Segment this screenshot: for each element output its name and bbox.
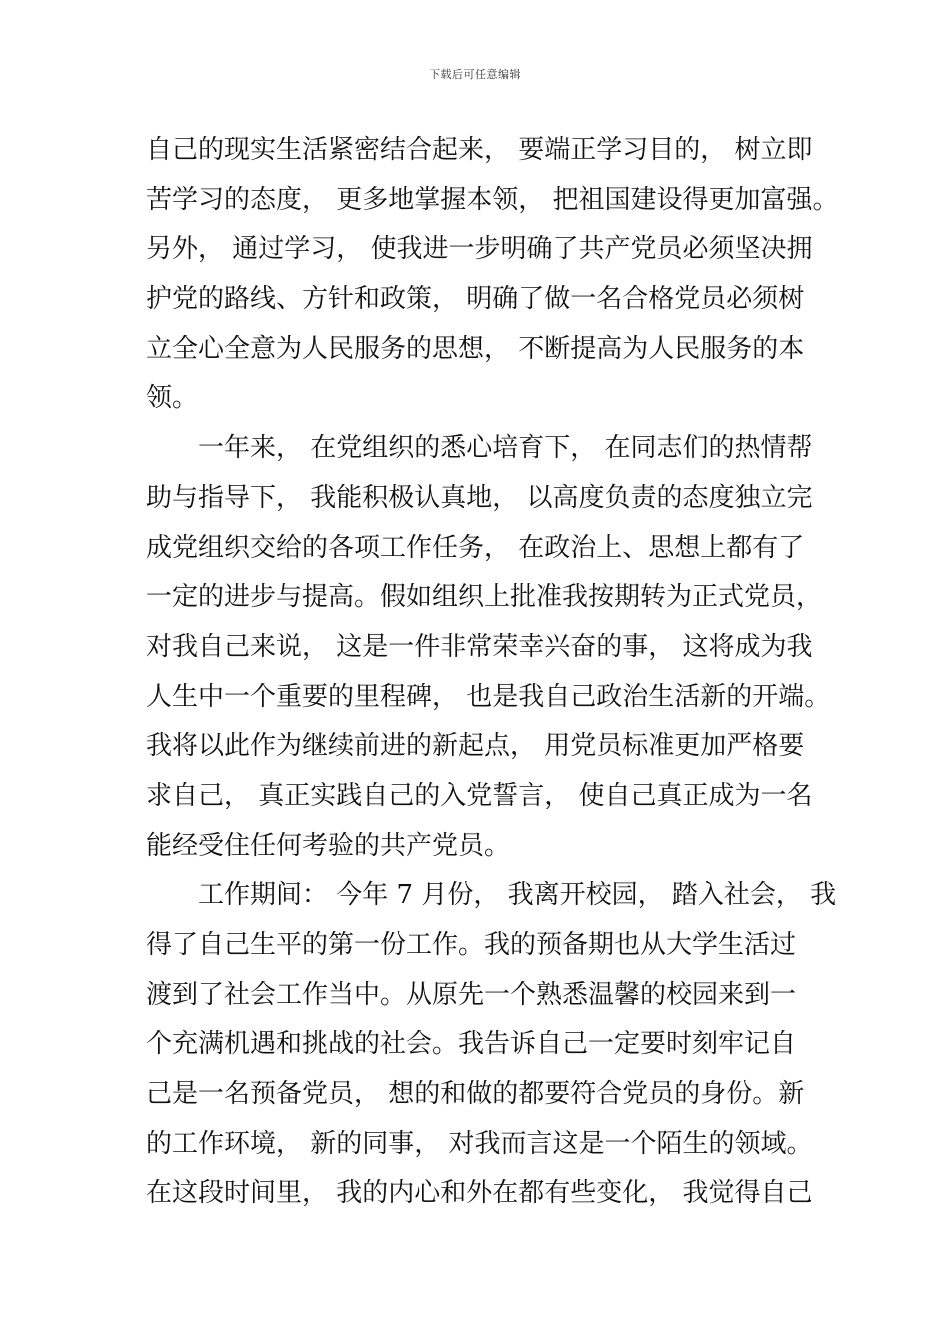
text-line: 的工作环境， 新的同事， 对我而言这是一个陌生的领域。 [146,1128,813,1159]
text-line: 对我自己来说， 这是一件非常荣幸兴奋的事， 这将成为我 [146,631,813,662]
text-line: 能经受住任何考验的共产党员。 [146,830,511,861]
text-line: 得了自己生平的第一份工作。我的预备期也从大学生活过 [146,930,797,960]
text-line: 在这段时间里， 我的内心和外在都有些变化， 我觉得自己 [146,1178,813,1209]
text-line: 一定的进步与提高。假如组织上批准我按期转为正式党员， [146,582,823,613]
text-line: 自己的现实生活紧密结合起来， 要端正学习目的， 树立即 [146,135,813,165]
paragraph-1 [146,126,839,424]
text-line: 个充满机遇和挑战的社会。我告诉自己一定要时刻牢记自 [146,1029,797,1060]
text-line: 助与指导下， 我能积极认真地， 以高度负责的态度独立完 [146,482,813,513]
text-line: 渡到了社会工作当中。从原先一个熟悉温馨的校园来到一 [146,979,797,1010]
text-line: 工作期间： 今年 7 月份， 我离开校园， 踏入社会， 我 [146,880,837,911]
text-line: 人生中一个重要的里程碑， 也是我自己政治生活新的开端。 [146,681,831,712]
text-line: 立全心全意为人民服务的思想， 不断提高为人民服务的本 [146,333,805,364]
text-line: 己是一名预备党员， 想的和做的都要符合党员的身份。新 [146,1079,805,1110]
text-line: 苦学习的态度， 更多地掌握本领， 把祖国建设得更加富强。 [146,184,839,215]
text-line: 我将以此作为继续前进的新起点， 用党员标准更加严格要 [146,731,805,762]
text-line: 一年来， 在党组织的悉心培育下， 在同志们的热情帮 [146,433,813,464]
text-line: 护党的路线、方针和政策， 明确了做一名合格党员必须树 [146,284,805,315]
text-line: 求自己， 真正实践自己的入党誓言， 使自己真正成为一名 [146,780,813,811]
text-line: 成党组织交给的各项工作任务， 在政治上、思想上都有了 [146,532,805,563]
paragraph-3 [146,871,837,1219]
text-line: 另外， 通过学习， 使我进一步明确了共产党员必须坚决拥 [146,234,813,265]
text-line: 领。 [146,383,199,414]
paragraph-2 [146,424,831,871]
document-body [146,126,839,1219]
page-header: 下载后可任意编辑 [429,68,521,81]
